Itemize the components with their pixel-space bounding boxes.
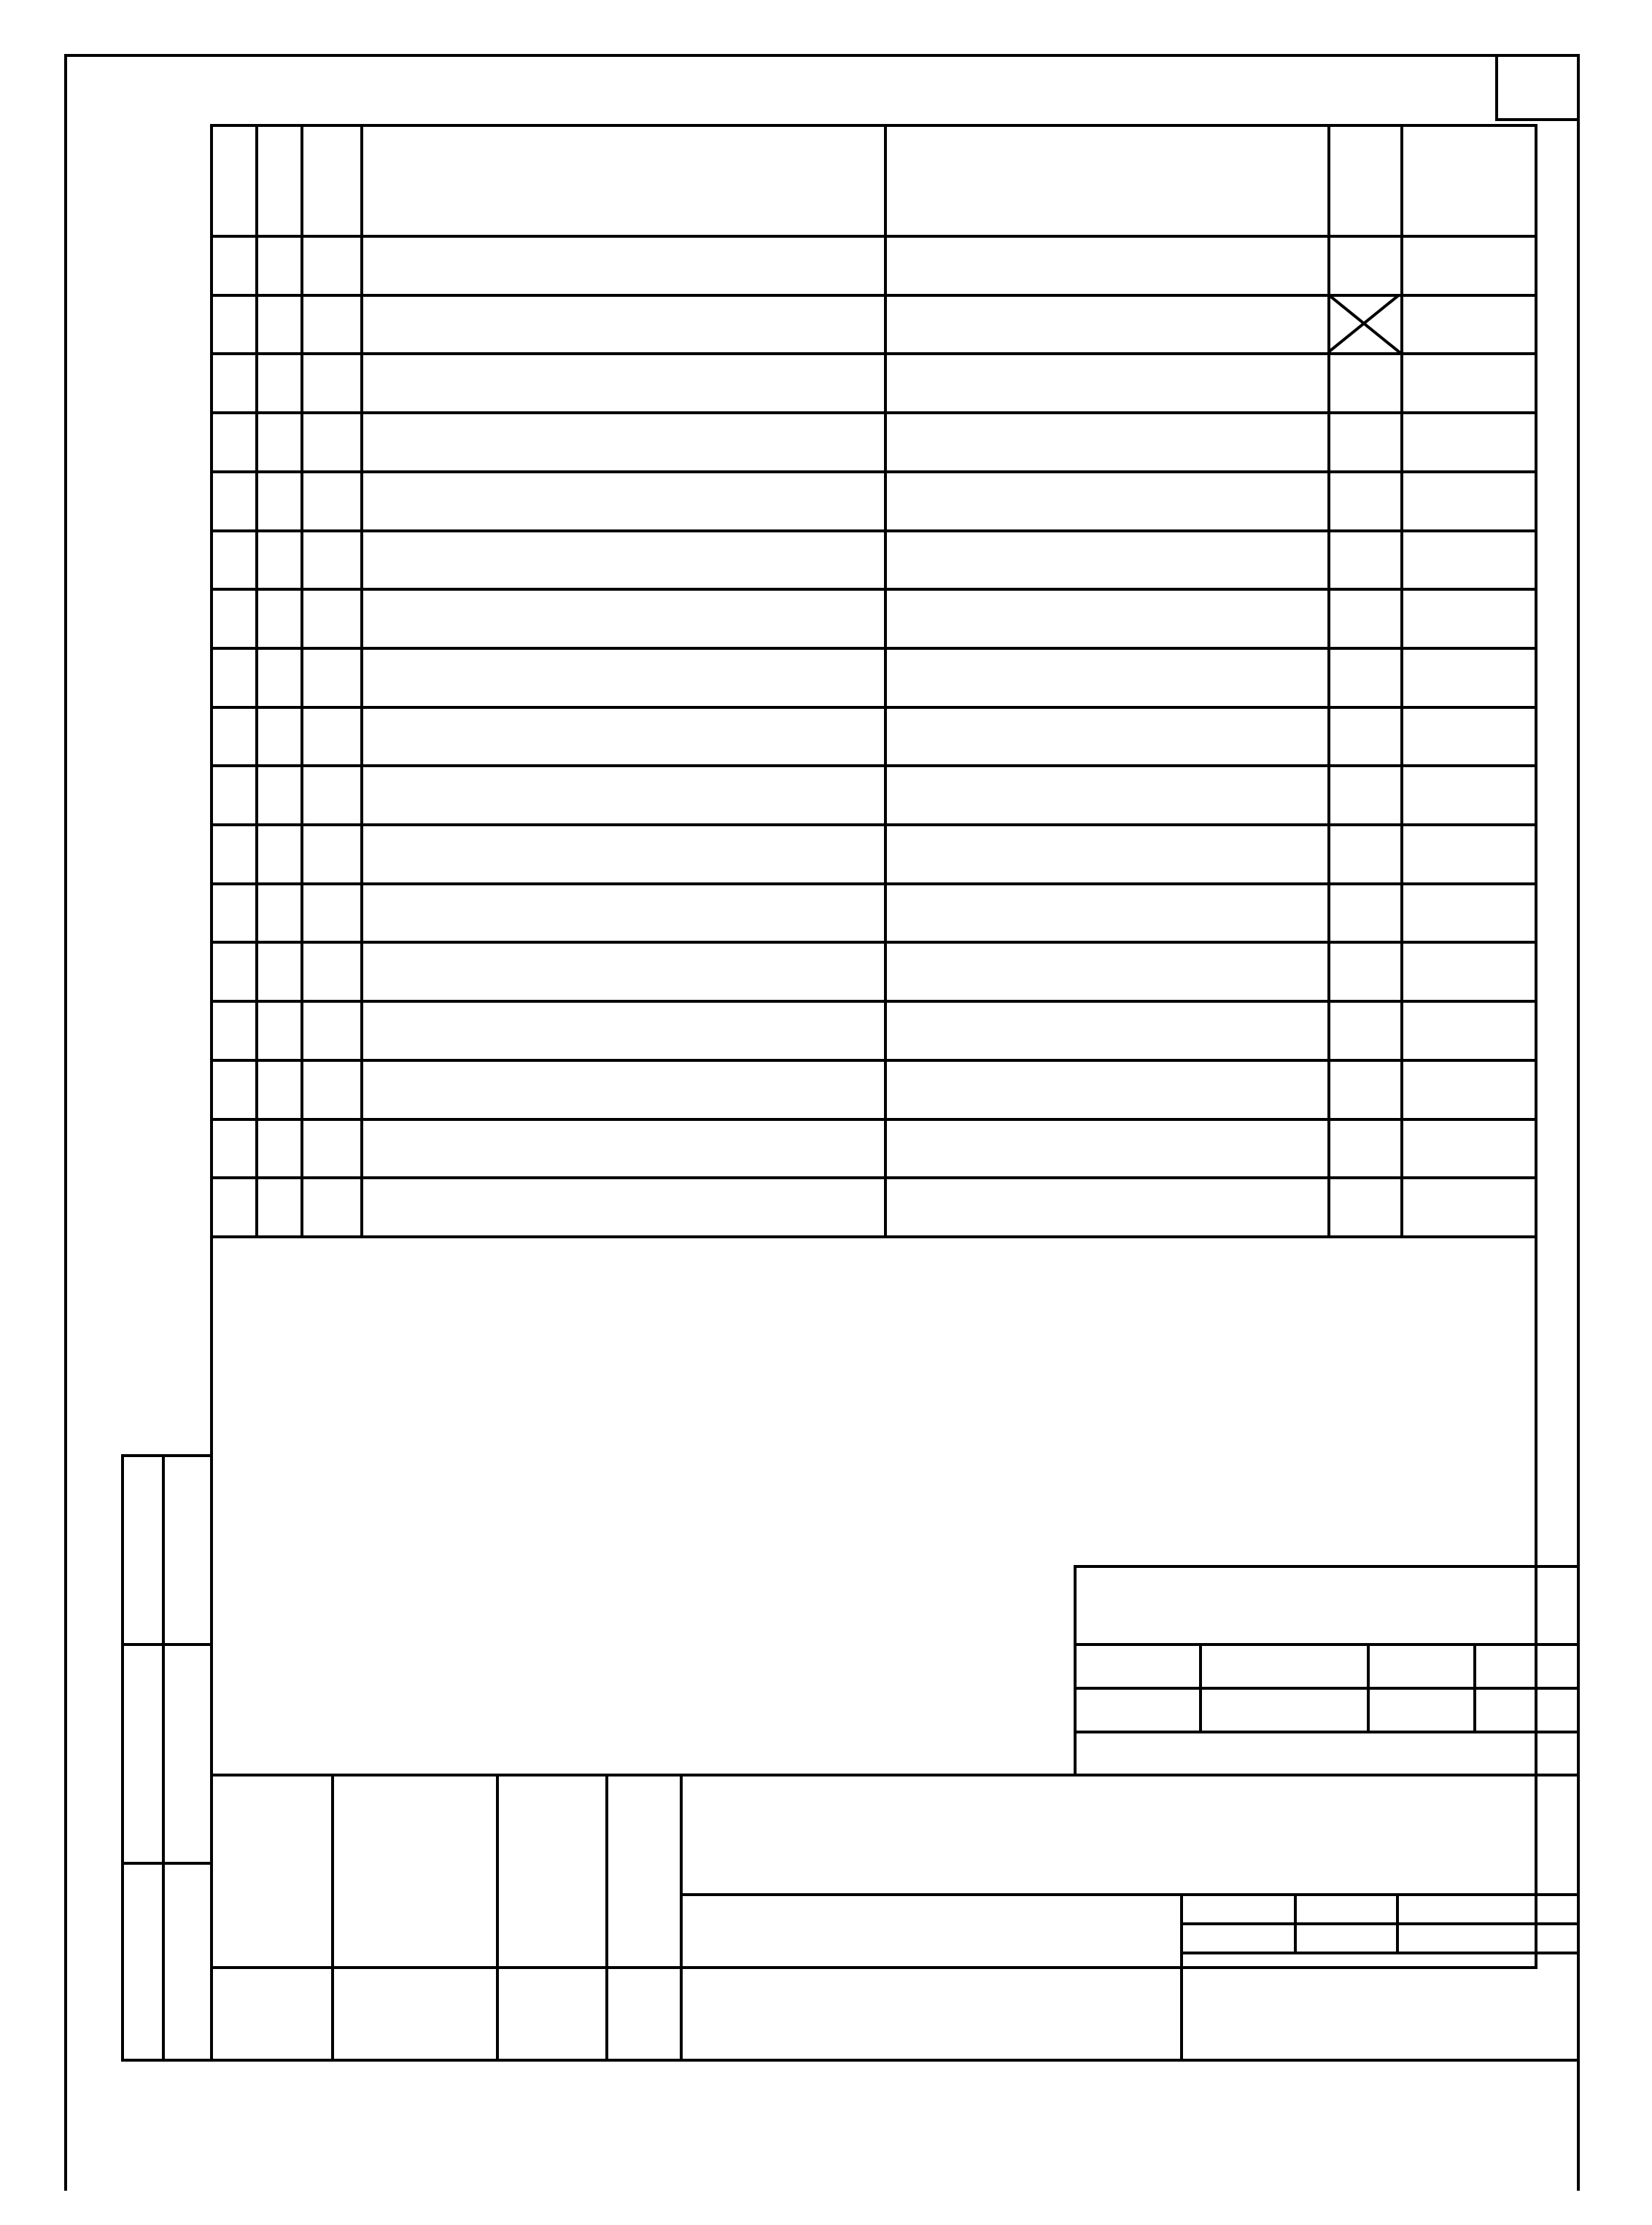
spec-row-line [210,1235,1537,1238]
title-block-frame [210,1774,1580,2062]
tb-stage-line-2 [1180,1952,1580,1954]
tb-col-date [680,1774,683,2062]
privyazan-col-1 [1199,1643,1202,1732]
side-stamp-frame [121,1454,213,2062]
spec-row-line [210,1176,1537,1179]
sheet-left-border [64,54,67,2191]
privyazan-frame [1074,1565,1580,1776]
spec-col-line [300,124,303,1235]
spec-row-line [210,1118,1537,1121]
spec-row-line [210,647,1537,650]
privyazan-col-3 [1473,1643,1476,1732]
privyazan-col-2 [1367,1643,1370,1732]
side-stamp-divider [162,1454,165,2062]
spec-row-line [210,706,1537,709]
tb-col-role [331,1774,334,2062]
spec-row-line [210,1059,1537,1062]
spec-row-line [210,529,1537,532]
spec-col-line [884,124,887,1235]
spec-row-line [210,764,1537,767]
tb-stage-col-1 [1294,1893,1297,1953]
tb-code-line [680,1893,1580,1896]
spec-row-line [210,882,1537,885]
sheet-top-border [64,54,1580,57]
tb-stage-line-1 [1180,1922,1580,1925]
spec-row-line [210,411,1537,414]
privyazan-line-1 [1074,1643,1580,1646]
side-stamp-line-2 [121,1862,213,1865]
spec-col-line [360,124,363,1235]
tb-col-title-right [1180,1893,1183,2062]
privyazan-line-2 [1074,1687,1580,1690]
privyazan-line-3 [1074,1731,1580,1733]
spec-col-line [1400,124,1403,1235]
spec-row-line [210,823,1537,826]
spec-col-line [1327,124,1330,1235]
tb-col-sign [605,1774,608,2062]
spec-header-line [210,235,1537,238]
tb-stage-col-2 [1396,1893,1399,1953]
spec-row-line [210,1000,1537,1003]
spec-row-line [210,588,1537,591]
qty-cross-mark [1327,294,1400,353]
page-number-box [1495,57,1578,121]
tb-col-name [496,1774,499,2062]
spec-row-line [210,941,1537,944]
side-stamp-line-1 [121,1643,213,1646]
spec-col-line [255,124,258,1235]
spec-row-line [210,470,1537,473]
